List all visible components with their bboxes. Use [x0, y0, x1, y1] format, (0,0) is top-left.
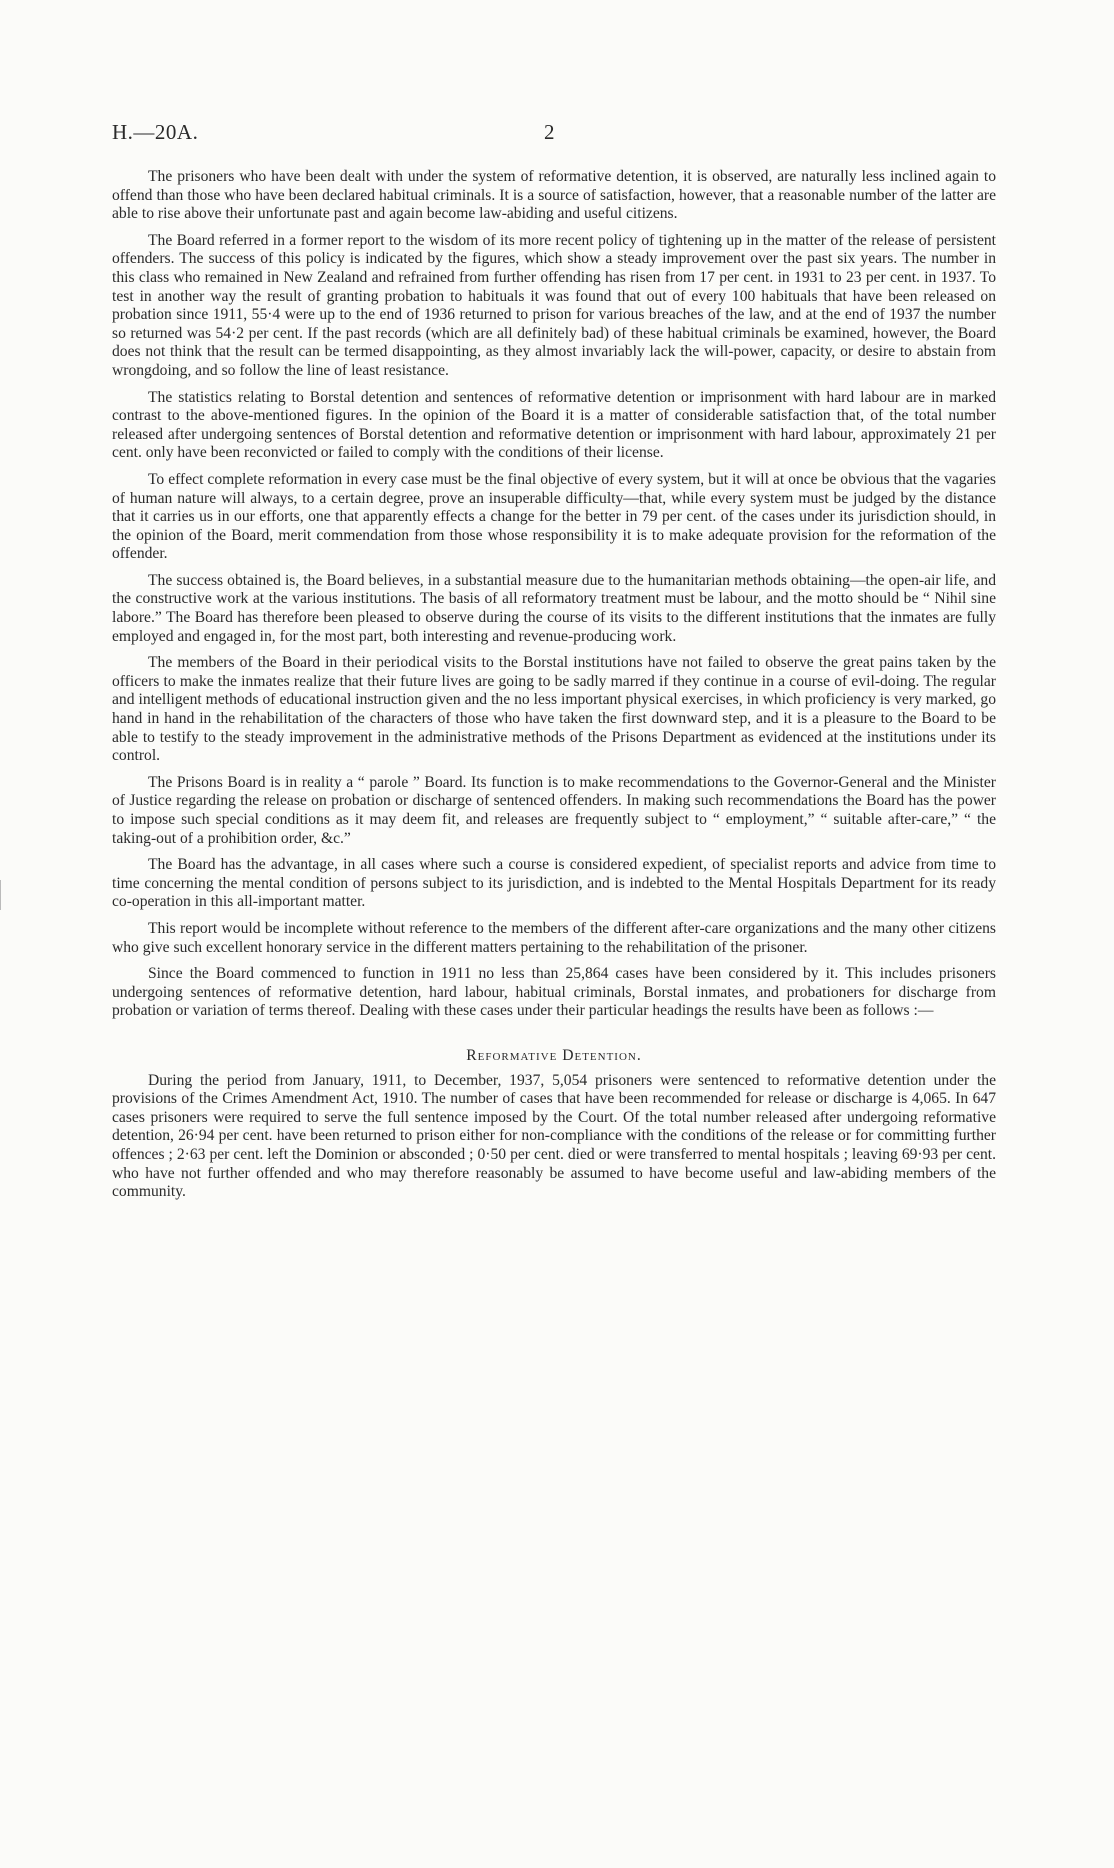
- paragraph: The success obtained is, the Board believes, in a substantial measure due to the humanitarian methods obtaining—the open-air life, and the constructive work at the various institutions. The basis of all reformatory treatment must be labour, and the motto should be “ Nihil sine labore.” The Board has therefore been pleased to observe during the course of its visits to the different institutions that the inmates are fully employed and engaged in, for the most part, both interesting and revenue-producing work.: [112, 571, 996, 645]
- section-heading: Reformative Detention.: [466, 1046, 642, 1064]
- section-paragraph: During the period from January, 1911, to December, 1937, 5,054 prisoners were sentenced to reformative detention under the provisions of the Crimes Amendment Act, 1910. The number of cases that have been recommended for release or discharge is 4,065. In 647 cases prisoners were required to serve the full sentence imposed by the Court. Of the total number released after undergoing reformative detention, 26·94 per cent. have been returned to prison either for non-compliance with the conditions of the release or for committing further offences ; 2·63 per cent. left the Dominion or absconded ; 0·50 per cent. died or were transferred to mental hospitals ; leaving 69·93 per cent. who have not further offended and who may therefore reasonably be assumed to have become useful and law-abiding members of the community.: [112, 1071, 996, 1201]
- paragraph: Since the Board commenced to function in 1911 no less than 25,864 cases have been considered by it. This includes prisoners undergoing sentences of reformative detention, hard labour, habitual criminals, Borstal inmates, and probationers for discharge from probation or variation of terms thereof. Dealing with these cases under their particular headings the results have been as follows :—: [112, 965, 996, 1020]
- document-body: [112, 168, 996, 1210]
- paragraph: The statistics relating to Borstal detention and sentences of reformative detention or imprisonment with hard labour are in marked contrast to the above-mentioned figures. In the opinion of the Board it is a matter of considerable satisfaction that, of the total number released after undergoing sentences of Borstal detention and reformative detention or imprisonment with hard labour, approximately 21 per cent. only have been reconvicted or failed to comply with the conditions of their license.: [112, 388, 996, 462]
- paragraph: The Prisons Board is in reality a “ parole ” Board. Its function is to make recommendations to the Governor-General and the Minister of Justice regarding the release on probation or discharge of sentenced offenders. In making such recommendations the Board has the power to impose such special conditions as it may deem fit, and releases are frequently subject to “ employment,” “ suitable after-care,” “ the taking-out of a prohibition order, &c.”: [112, 773, 996, 847]
- paragraph: To effect complete reformation in every case must be the final objective of every system, but it will at once be obvious that the vagaries of human nature will always, to a certain degree, prove an insuperable difficulty—that, while every system must be judged by the distance that it carries us in our efforts, one that apparently effects a change for the better in 79 per cent. of the cases under its jurisdiction should, in the opinion of the Board, merit commendation from those whose responsibility it is to make adequate provision for the reformation of the offender.: [112, 470, 996, 563]
- paragraph: The Board has the advantage, in all cases where such a course is considered expedient, of specialist reports and advice from time to time concerning the mental condition of persons subject to its jurisdiction, and is indebted to the Mental Hospitals Department for its ready co-operation in this all-important matter.: [112, 856, 996, 911]
- document-reference: H.—20A.: [112, 120, 199, 144]
- paragraph: The Board referred in a former report to the wisdom of its more recent policy of tightening up in the matter of the release of persistent offenders. The success of this policy is indicated by the figures, which show a steady improvement over the past six years. The number in this class who remained in New Zealand and refrained from further offending has risen from 17 per cent. in 1931 to 23 per cent. in 1937. To test in another way the result of granting probation to habituals it was found that out of every 100 habituals that have been released on probation since 1911, 55·4 were up to the end of 1936 returned to prison for various breaches of the law, and at the end of 1937 the number so returned was 54·2 per cent. If the past records (which are all definitely bad) of these habitual criminals be examined, however, the Board does not think that the result can be termed disappointing, as they almost invariably lack the will-power, capacity, or desire to abstain from wrongdoing, and so follow the line of least resistance.: [112, 231, 996, 379]
- paragraph: The prisoners who have been dealt with under the system of reformative detention, it is observed, are naturally less inclined again to offend than those who have been declared habitual criminals. It is a source of satisfaction, however, that a reasonable number of the latter are able to rise above their unfortunate past and again become law-abiding and useful citizens.: [112, 168, 996, 223]
- paragraph: The members of the Board in their periodical visits to the Borstal institutions have not failed to observe the great pains taken by the officers to make the inmates realize that their future lives are going to be sadly marred if they continue in a course of evil-doing. The regular and intelligent methods of educational instruction given and the no less important physical exercises, in which proficiency is very marked, go hand in hand in the rehabilitation of the characters of those who have taken the first downward step, and it is a pleasure to the Board to be able to testify to the steady improvement in the administrative methods of the Prisons Department as evidenced at the institutions under its control.: [112, 654, 996, 765]
- margin-mark: [0, 880, 5, 910]
- page-number: 2: [544, 120, 555, 144]
- page-header: [112, 120, 1114, 152]
- paragraph: This report would be incomplete without reference to the members of the different after-care organizations and the many other citizens who give such excellent honorary service in the different matters pertaining to the rehabilitation of the prisoner.: [112, 919, 996, 956]
